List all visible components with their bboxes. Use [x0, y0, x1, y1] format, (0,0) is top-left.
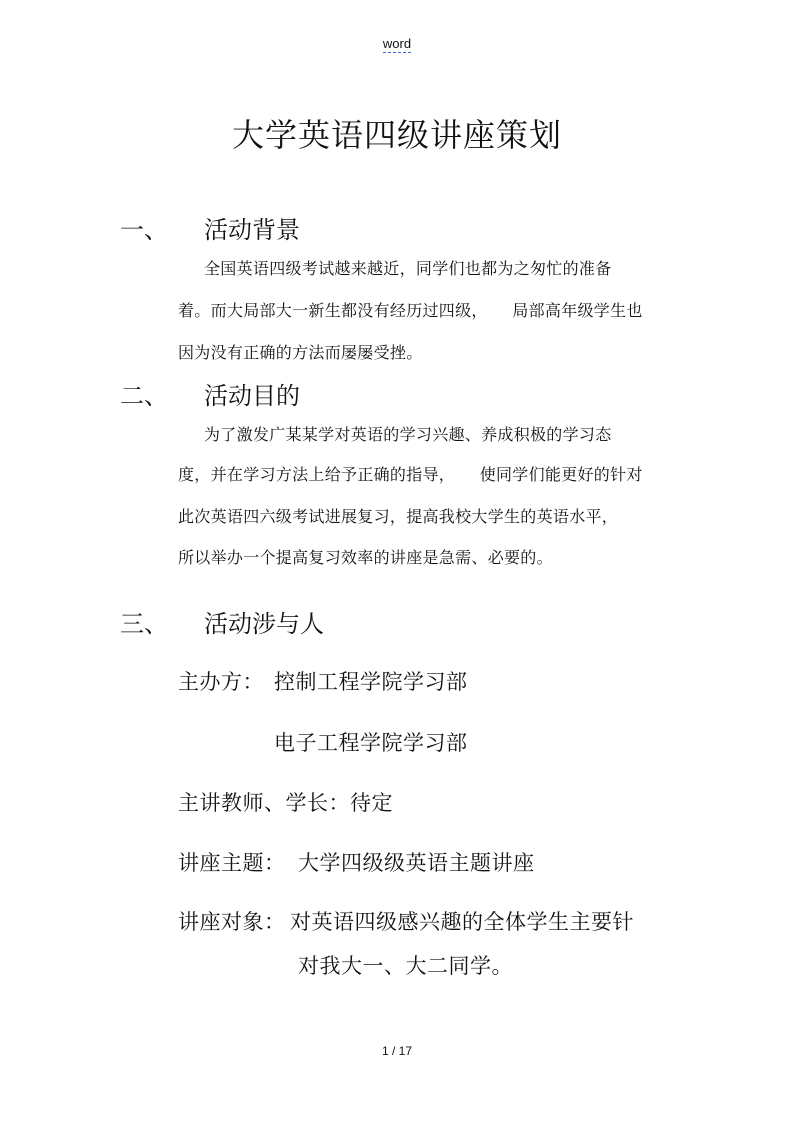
section-1-line-3: 因为没有正确的方法而屡屡受挫。	[178, 343, 423, 362]
section-2-line-4: 所以举办一个提高复习效率的讲座是急需、必要的。	[178, 548, 553, 567]
topic-label: 讲座主题：	[178, 851, 286, 875]
organizer-1: 控制工程学院学习部	[274, 670, 468, 694]
audience-line-1: 对英语四级感兴趣的全体学生主要针	[290, 910, 634, 934]
section-3-title: 活动涉与人	[204, 610, 324, 638]
section-2-number: 二、	[120, 382, 168, 410]
section-1-line-2: 着。而大局部大一新生都没有经历过四级， 局部高年级学生也	[178, 301, 643, 320]
section-2-line-2: 度，并在学习方法上给予正确的指导， 使同学们能更好的针对	[178, 465, 643, 484]
page-header	[0, 36, 794, 51]
section-1-number: 一、	[120, 216, 168, 244]
audience-label: 讲座对象：	[178, 910, 286, 934]
page-number: 1 / 17	[381, 1044, 413, 1058]
section-1-line-1: 全国英语四级考试越来越近，同学们也都为之匆忙的准备	[204, 259, 612, 278]
organizer-2: 电子工程学院学习部	[274, 731, 468, 755]
audience-line-2: 对我大一、大二同学。	[298, 954, 513, 978]
section-1-title: 活动背景	[204, 216, 300, 244]
document-title: 大学英语四级讲座策划	[231, 116, 562, 154]
section-2-title: 活动目的	[204, 382, 300, 410]
section-2-line-3: 此次英语四六级考试进展复习，提高我校大学生的英语水平，	[178, 507, 619, 526]
section-3-number: 三、	[120, 610, 168, 638]
speaker-line: 主讲教师、学长：待定	[178, 791, 393, 815]
header-label: word	[382, 36, 412, 51]
section-2-line-1: 为了激发广某某学对英语的学习兴趣、养成积极的学习态	[204, 425, 612, 444]
organizer-label: 主办方：	[178, 670, 264, 694]
topic-value: 大学四级级英语主题讲座	[298, 851, 535, 875]
